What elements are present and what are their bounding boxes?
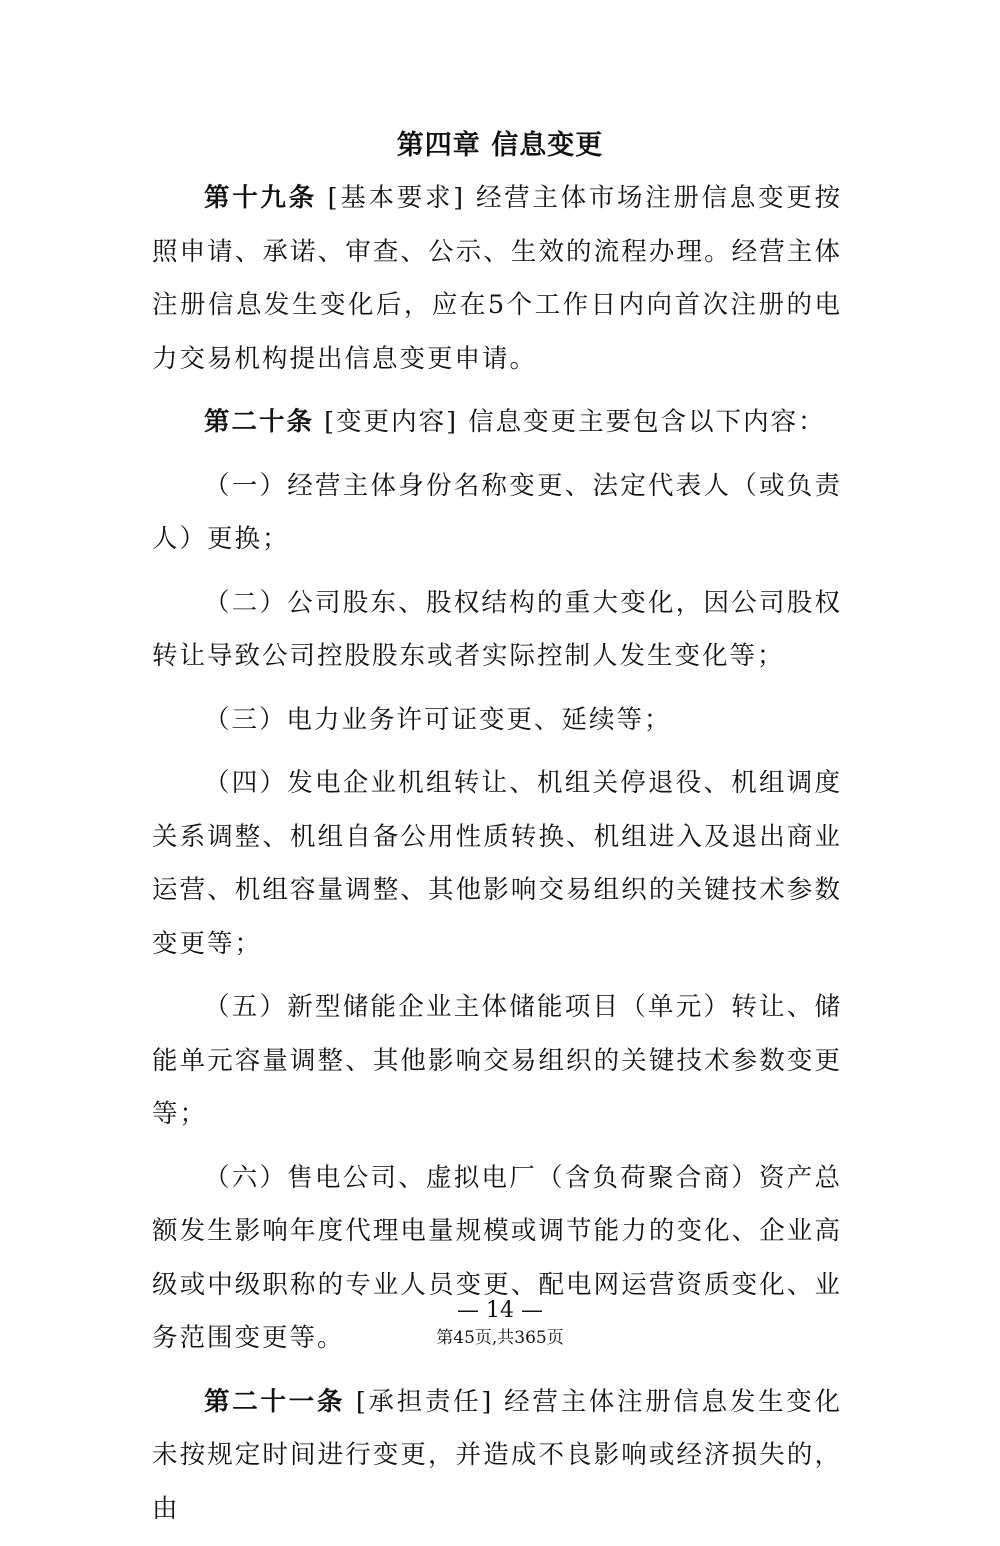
article-text: [基本要求] 经营主体市场注册信息变更按照申请、承诺、审查、公示、生效的流程办理。经营主体注册信息发生变化后，应在5个工作日内向首次注册的电力交易机构提出信息变更申请。 (152, 183, 842, 374)
page-number: — 14 — (457, 1298, 543, 1323)
article-text: [承担责任] 经营主体注册信息发生变化未按规定时间进行变更，并造成不良影响或经济损失的，由 (152, 1386, 842, 1524)
list-item: （四）发电企业机组转让、机组关停退役、机组调度关系调整、机组自备公用性质转换、机组进入及退出商业运营、机组容量调整、其他影响交易组织的关键技术参数变更等； (152, 768, 842, 959)
article-number: 第二十一条 (204, 1386, 346, 1417)
list-item: （一）经营主体身份名称变更、法定代表人（或负责人）更换； (152, 470, 842, 554)
article-19 (152, 172, 842, 386)
chapter-title: 第四章 信息变更 (396, 130, 604, 161)
list-item: （五）新型储能企业主体储能项目（单元）转让、储能单元容量调整、其他影响交易组织的关键技术参数变更等； (152, 992, 842, 1129)
article-text: [变更内容] 信息变更主要包含以下内容： (314, 407, 826, 437)
page-info: 第45页,共365页 (436, 1328, 564, 1348)
list-item: （三）电力业务许可证变更、延续等； (204, 704, 672, 735)
list-item: （二）公司股东、股权结构的重大变化，因公司股权转让导致公司控股股东或者实际控制人发生变化等； (152, 587, 842, 671)
list-item: （六）售电公司、虚拟电厂（含负荷聚合商）资产总额发生影响年度代理电量规模或调节能力的变化、企业高级或中级职称的专业人员变更、配电网运营资质变化、业务范围变更等。 (152, 1162, 842, 1353)
article-21 (152, 1376, 842, 1537)
article-number: 第十九条 (204, 183, 317, 213)
article-20 (152, 396, 842, 450)
article-number: 第二十条 (204, 407, 315, 437)
